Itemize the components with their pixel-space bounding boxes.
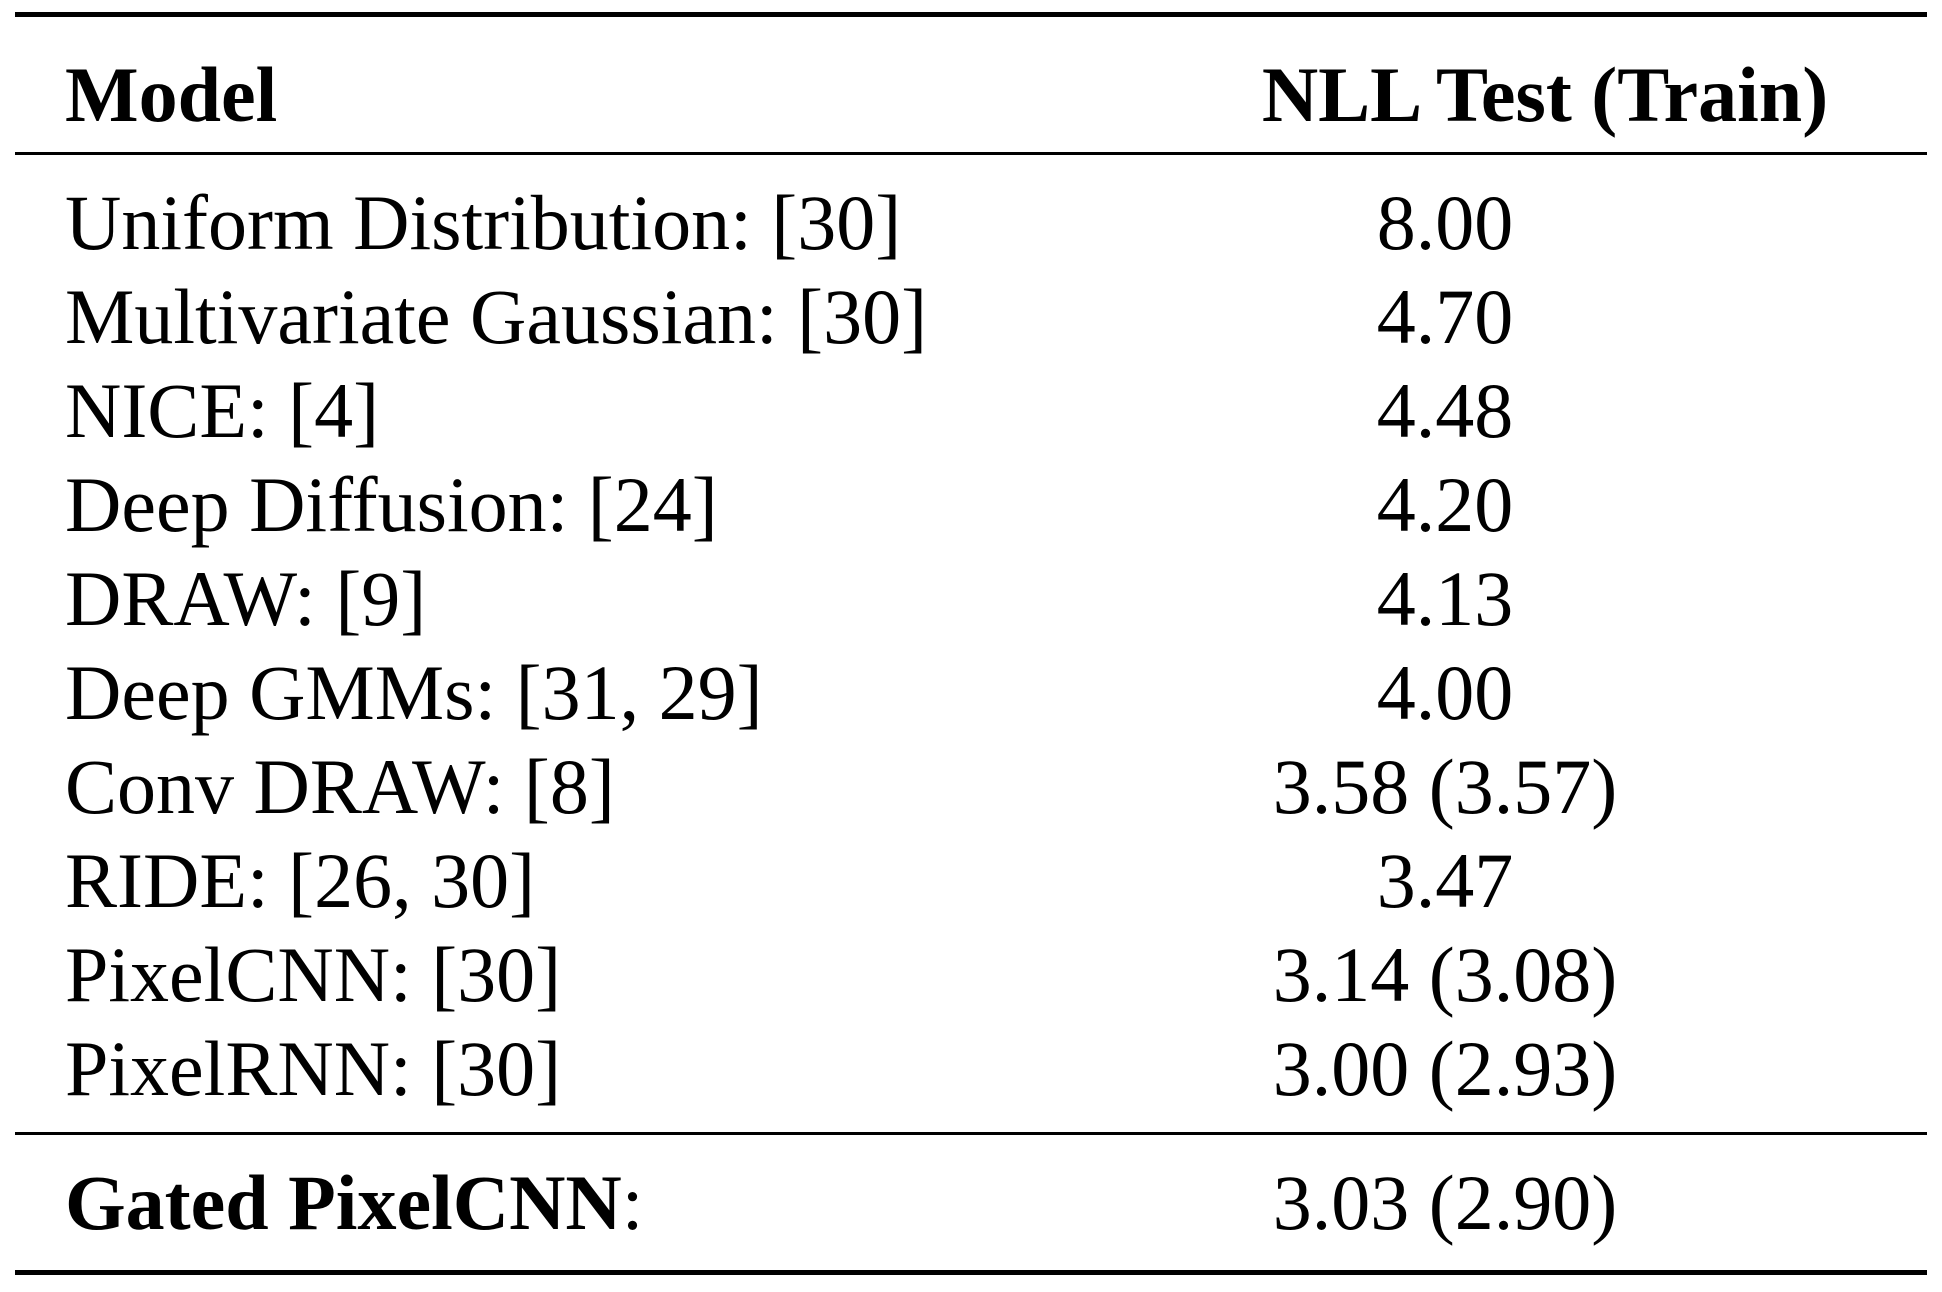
table-row — [15, 270, 1927, 364]
table-row — [15, 928, 1927, 1022]
nll-cell: 8.00 — [1376, 179, 1514, 266]
model-cell: NICE: [4] — [65, 367, 380, 454]
table-row — [15, 458, 1927, 552]
nll-cell: 4.48 — [1376, 367, 1514, 454]
nll-cell: 4.13 — [1376, 555, 1514, 642]
model-cell: PixelCNN: [30] — [65, 931, 562, 1018]
separator-rule — [15, 1132, 1927, 1135]
model-cell: Multivariate Gaussian: [30] — [65, 273, 928, 360]
nll-cell: 3.00 (2.93) — [1272, 1025, 1618, 1112]
table-row — [15, 1022, 1927, 1116]
final-row — [15, 1156, 1927, 1250]
header-model: Model — [65, 51, 278, 138]
model-name-suffix: : — [621, 1159, 644, 1246]
model-cell: Conv DRAW: [8] — [65, 743, 615, 830]
header-rule — [15, 152, 1927, 155]
model-cell: Deep GMMs: [31, 29] — [65, 649, 763, 736]
model-cell: DRAW: [9] — [65, 555, 427, 642]
bottom-rule — [15, 1270, 1927, 1275]
nll-cell: 4.70 — [1376, 273, 1514, 360]
model-cell: RIDE: [26, 30] — [65, 837, 536, 924]
table-row — [15, 176, 1927, 270]
header-nll: NLL Test (Train) — [1261, 51, 1829, 138]
table-row — [15, 834, 1927, 928]
table-row — [15, 646, 1927, 740]
table-row — [15, 364, 1927, 458]
header-row — [15, 40, 1927, 150]
model-cell: PixelRNN: [30] — [65, 1025, 562, 1112]
table-row — [15, 740, 1927, 834]
model-name-bold: Gated PixelCNN — [65, 1159, 622, 1246]
nll-cell: 3.47 — [1376, 837, 1514, 924]
nll-cell: 3.58 (3.57) — [1272, 743, 1618, 830]
top-rule — [15, 12, 1927, 17]
model-cell — [65, 1156, 643, 1250]
table-row — [15, 552, 1927, 646]
model-cell: Deep Diffusion: [24] — [65, 461, 718, 548]
nll-cell: 3.03 (2.90) — [1272, 1159, 1618, 1246]
nll-cell: 3.14 (3.08) — [1272, 931, 1618, 1018]
model-cell: Uniform Distribution: [30] — [65, 179, 902, 266]
nll-cell: 4.20 — [1376, 461, 1514, 548]
nll-cell: 4.00 — [1376, 649, 1514, 736]
